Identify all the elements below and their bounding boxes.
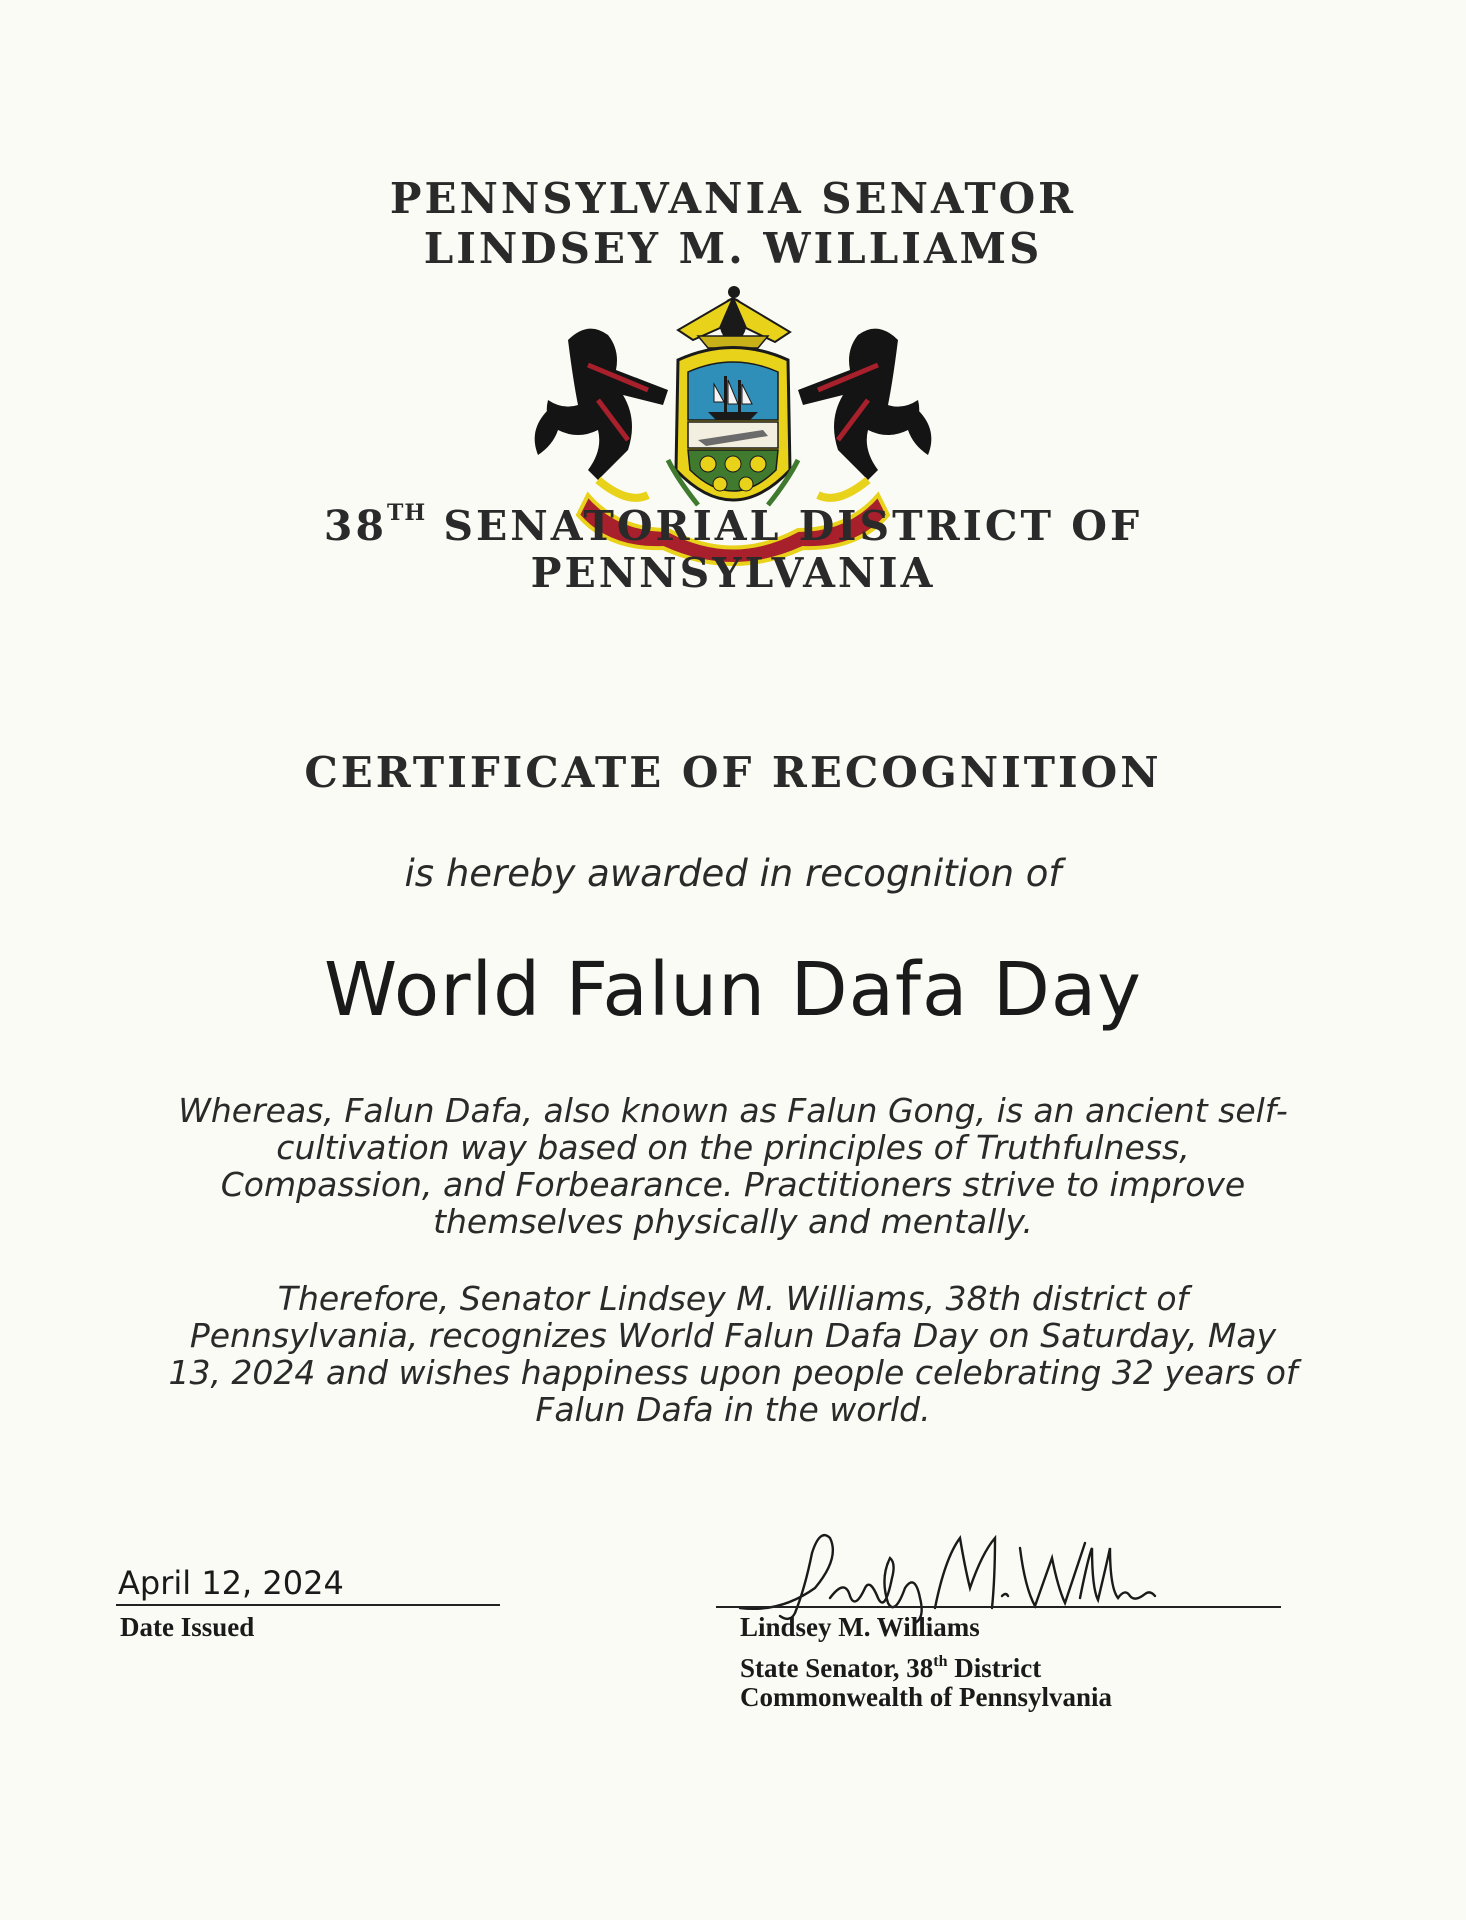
awarded-text: is hereby awarded in recognition of xyxy=(404,852,1062,895)
signer-name: Lindsey M. Williams xyxy=(740,1612,980,1642)
paragraph-line: themselves physically and mentally. xyxy=(433,1202,1033,1241)
left-horse xyxy=(535,329,668,480)
paragraph-line: Pennsylvania, recognizes World Falun Dafa Day on Saturday, May xyxy=(189,1316,1277,1355)
district-suffix: TH xyxy=(386,500,427,526)
signer-title-prefix: State Senator, 38 xyxy=(740,1653,934,1683)
district-line-1-rest: SENATORIAL DISTRICT OF xyxy=(426,502,1143,550)
paragraph-line: cultivation way based on the principles of Truthfulness, xyxy=(276,1128,1190,1167)
district-header xyxy=(0,490,1466,597)
signature-underline xyxy=(716,1606,1281,1608)
certificate-title: CERTIFICATE OF RECOGNITION xyxy=(304,748,1162,797)
date-issued-label: Date Issued xyxy=(120,1612,255,1642)
right-horse xyxy=(798,329,931,480)
signer-title-sup: th xyxy=(933,1653,948,1670)
header-line-1: PENNSYLVANIA SENATOR xyxy=(389,174,1077,223)
date-issued-value: April 12, 2024 xyxy=(118,1564,344,1602)
date-underline xyxy=(116,1604,500,1606)
district-number: 38 xyxy=(323,502,387,550)
paragraph-line: 13, 2024 and wishes happiness upon people celebrating 32 years of xyxy=(168,1353,1298,1392)
signer-title xyxy=(740,1645,1041,1685)
main-title: World Falun Dafa Day xyxy=(324,947,1142,1033)
signer-organization: Commonwealth of Pennsylvania xyxy=(740,1682,1113,1712)
paragraph-line: Falun Dafa in the world. xyxy=(535,1390,931,1429)
district-line-2: PENNSYLVANIA xyxy=(530,549,936,597)
paragraph-line: Whereas, Falun Dafa, also known as Falun Gong, is an ancient self- xyxy=(178,1091,1288,1130)
paragraph-line: Compassion, and Forbearance. Practitioners strive to improve xyxy=(220,1165,1246,1204)
shield xyxy=(676,348,790,501)
whereas-paragraph xyxy=(110,1092,1356,1240)
district-line-1 xyxy=(0,490,1466,550)
paragraph-line: Therefore, Senator Lindsey M. Williams, 38th district of xyxy=(277,1279,1189,1318)
therefore-paragraph xyxy=(110,1280,1356,1428)
senator-header xyxy=(0,174,1466,274)
header-line-2: LINDSEY M. WILLIAMS xyxy=(423,224,1043,273)
eagle-crest xyxy=(678,286,790,348)
signer-title-suffix: District xyxy=(947,1653,1042,1683)
